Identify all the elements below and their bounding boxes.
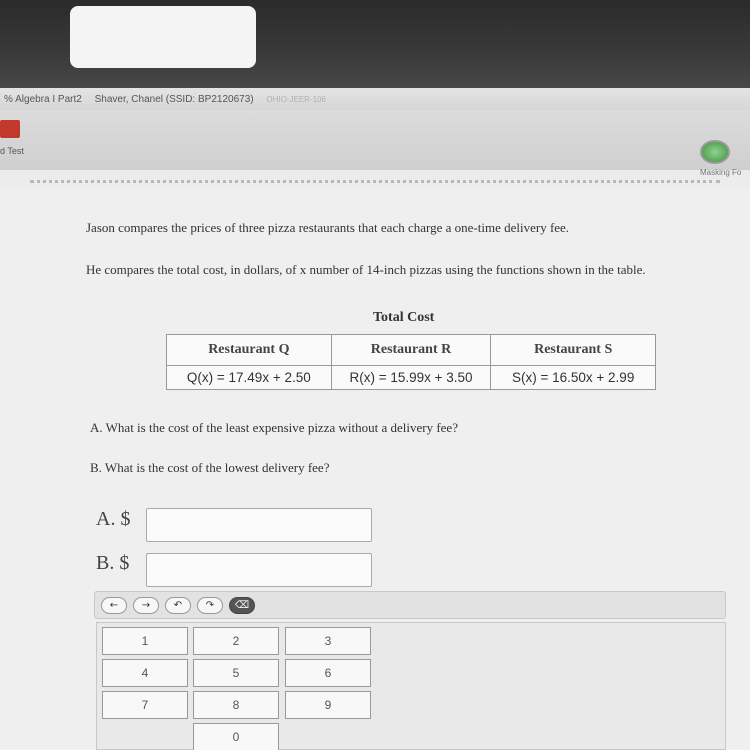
- answer-b-input[interactable]: [146, 553, 372, 587]
- table-title: Total Cost: [373, 310, 435, 325]
- masking-button[interactable]: [700, 140, 730, 164]
- answer-a-input[interactable]: [146, 508, 372, 542]
- undo-button[interactable]: ↶: [165, 597, 191, 614]
- session-id: OHIO-JEER-106: [266, 95, 326, 104]
- keypad: [96, 622, 726, 750]
- student-info: Shaver, Chanel (SSID: BP2120673): [94, 94, 254, 105]
- part-b-question: B. What is the cost of the lowest delivery fee?: [90, 460, 330, 475]
- key-9[interactable]: 9: [285, 691, 371, 719]
- key-3[interactable]: 3: [285, 627, 371, 655]
- key-1[interactable]: 1: [102, 627, 188, 655]
- question-line-2: He compares the total cost, in dollars, of x number of 14-inch pizzas using the functions shown in the table.: [86, 262, 646, 277]
- toolbar-divider: [30, 180, 720, 183]
- key-6[interactable]: 6: [285, 659, 371, 687]
- key-2[interactable]: 2: [193, 627, 279, 655]
- masking-label: Masking Fo: [700, 168, 742, 177]
- test-screen: [0, 88, 750, 750]
- total-cost-table: [166, 334, 656, 390]
- test-toolbar: [0, 110, 750, 177]
- end-test-label: d Test: [0, 146, 24, 156]
- answer-a-label: A. $: [96, 508, 131, 530]
- key-5[interactable]: 5: [193, 659, 279, 687]
- monitor-bezel: [0, 0, 750, 92]
- course-name: % Algebra I Part2: [4, 94, 82, 105]
- question-content: [0, 188, 750, 750]
- screen-reflection: [70, 6, 256, 68]
- redo-button[interactable]: ↷: [197, 597, 223, 614]
- app-header: [0, 88, 750, 110]
- function-r: R(x) = 15.99x + 3.50: [331, 366, 491, 390]
- delete-button[interactable]: ⌫: [229, 597, 255, 614]
- function-s: S(x) = 16.50x + 2.99: [491, 366, 656, 390]
- key-8[interactable]: 8: [193, 691, 279, 719]
- question-line-1: Jason compares the prices of three pizza restaurants that each charge a one-time delivery fee.: [86, 220, 570, 235]
- cursor-right-button[interactable]: →: [133, 597, 159, 614]
- header-restaurant-s: Restaurant S: [491, 335, 656, 366]
- header-restaurant-q: Restaurant Q: [167, 335, 332, 366]
- function-q: Q(x) = 17.49x + 2.50: [167, 366, 332, 390]
- answer-b-label: B. $: [96, 552, 130, 574]
- part-a-question: A. What is the cost of the least expensive pizza without a delivery fee?: [90, 420, 458, 435]
- key-7[interactable]: 7: [102, 691, 188, 719]
- header-restaurant-r: Restaurant R: [331, 335, 491, 366]
- key-4[interactable]: 4: [102, 659, 188, 687]
- key-0[interactable]: 0: [193, 723, 279, 750]
- cursor-left-button[interactable]: ←: [101, 597, 127, 614]
- keypad-toolbar: [94, 591, 726, 619]
- end-test-button[interactable]: [0, 120, 20, 138]
